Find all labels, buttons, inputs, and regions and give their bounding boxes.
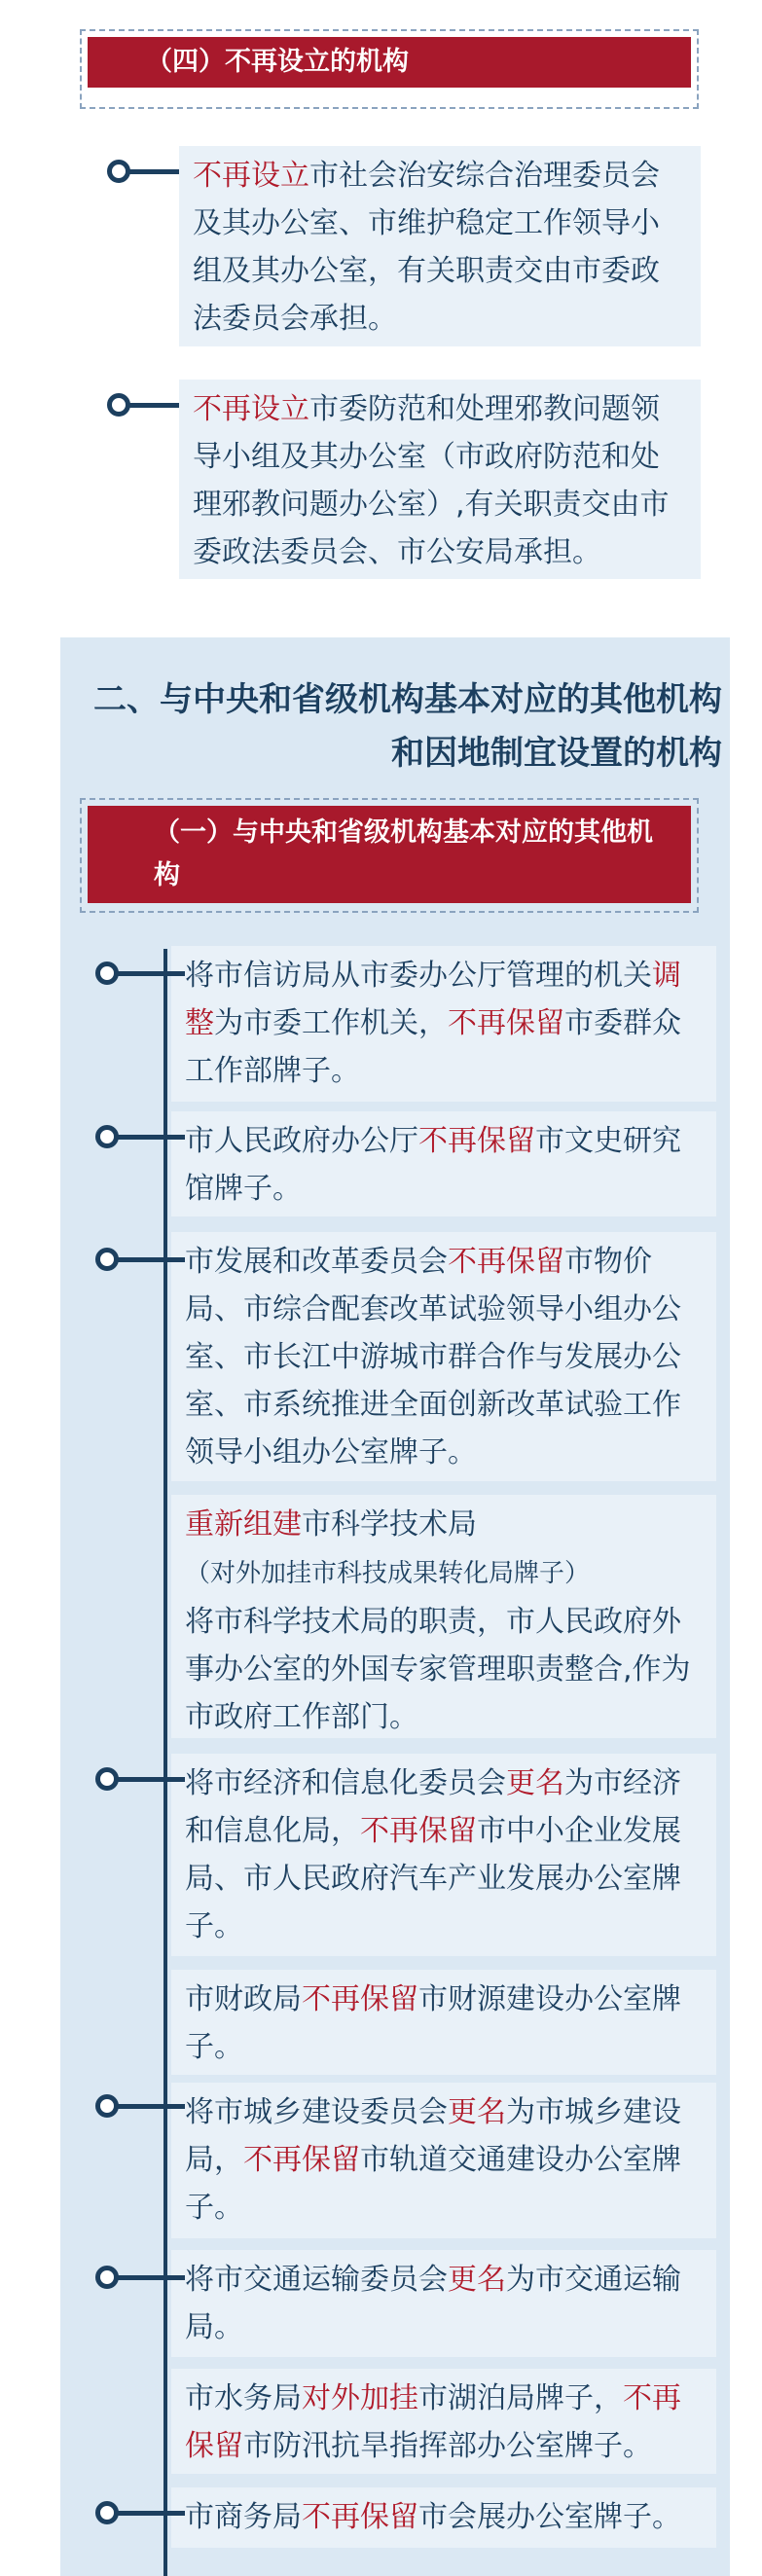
section-two-heading: 二、与中央和省级机构基本对应的其他机构和因地制宜设置的机构 — [93, 680, 722, 773]
bullet-connector — [117, 971, 185, 976]
bullet-marker — [95, 2266, 119, 2289]
highlight-text: 调整 — [185, 959, 681, 1040]
item-text: 市人民政府办公厅 — [185, 1124, 418, 1158]
bullet-marker — [107, 160, 130, 183]
list-item — [179, 380, 701, 579]
item-text: 市委防范和处理邪教问题领导小组及其办公室（市政府防范和处理邪教问题办公室）,有关职责交由市委政法委员会、市公安局承担。 — [193, 392, 670, 569]
bullet-connector — [117, 2104, 185, 2109]
item-text: 市科学技术局 — [302, 1507, 477, 1542]
item-text: 市社会治安综合治理委员会及其办公室、市维护稳定工作领导小组及其办公室，有关职责交由市委政法委员会承担。 — [193, 159, 660, 336]
item-text: 市防汛抗旱指挥部办公室牌子。 — [243, 2429, 652, 2463]
highlight-text: 不再保留 — [418, 1124, 535, 1158]
item-text: 市商务局 — [185, 2500, 302, 2534]
bullet-marker — [107, 393, 130, 417]
item-text: 市发展和改革委员会 — [185, 1245, 448, 1279]
bullet-connector — [117, 1135, 185, 1140]
item-text: 市财政局 — [185, 1982, 302, 2016]
highlight-text: 不再保留 — [185, 2381, 681, 2463]
item-text: 市湖泊局牌子， — [418, 2381, 623, 2415]
bullet-marker — [95, 2501, 119, 2524]
sub-section-title: （一）与中央和省级机构基本对应的其他机构 — [88, 806, 691, 903]
highlight-text: 不再保留 — [360, 1814, 477, 1848]
item-text: 将市信访局从市委办公厅管理的机关 — [185, 959, 652, 993]
highlight-text: 不再设立 — [193, 392, 309, 426]
sub-section-banner — [80, 798, 699, 913]
item-text: 市物价局、市综合配套改革试验领导小组办公室、市长江中游城市群合作与发展办公室、市系统推进全面创新改革试验工作领导小组办公室牌子。 — [185, 1245, 681, 1469]
item-text: 将市交通运输委员会 — [185, 2263, 448, 2297]
bullet-marker — [95, 1125, 119, 1148]
item-text: 市中小企业发展局、市人民政府汽车产业发展办公室牌子。 — [185, 1814, 681, 1943]
item-text: 为市委工作机关， — [214, 1006, 448, 1040]
list-item — [171, 1232, 716, 1481]
list-item — [171, 1111, 716, 1216]
highlight-text: 不再保留 — [448, 1245, 564, 1279]
item-text: 将市科学技术局的职责，市人民政府外事办公室的外国专家管理职责整合,作为市政府工作部门。 — [185, 1605, 691, 1734]
item-text: 市文史研究馆牌子。 — [185, 1124, 681, 1206]
item-text: 市会展办公室牌子。 — [418, 2500, 681, 2534]
item-text: 市委群众工作部牌子。 — [185, 1006, 681, 1088]
list-item — [171, 1495, 716, 1738]
highlight-text: 更名 — [448, 2263, 506, 2297]
highlight-text: 不再保留 — [302, 2500, 418, 2534]
bullet-connector — [128, 403, 179, 408]
item-text: 市水务局 — [185, 2381, 302, 2415]
highlight-text: 对外加挂 — [302, 2381, 418, 2415]
item-text: 市轨道交通建设办公室牌子。 — [185, 2143, 681, 2225]
list-item — [171, 2250, 716, 2357]
list-item — [171, 1754, 716, 1956]
item-text: 为市经济和信息化局， — [185, 1766, 681, 1848]
item-note: （对外加挂市科技成果转化局牌子） — [185, 1559, 591, 1588]
highlight-text: 更名 — [506, 1766, 564, 1800]
highlight-text: 不再保留 — [448, 1006, 564, 1040]
bullet-connector — [117, 2275, 185, 2280]
list-item — [171, 1970, 716, 2075]
bullet-marker — [95, 2094, 119, 2118]
list-item — [171, 2369, 716, 2474]
item-text: 将市城乡建设委员会 — [185, 2095, 448, 2129]
bullet-marker — [95, 1767, 119, 1791]
list-item — [171, 2487, 716, 2548]
list-item — [171, 946, 716, 1102]
bullet-connector — [117, 2511, 185, 2516]
item-text: 为市城乡建设局， — [185, 2095, 681, 2177]
highlight-text: 不再设立 — [193, 159, 309, 193]
timeline-line — [163, 949, 167, 2576]
list-item — [171, 2083, 716, 2238]
bullet-connector — [117, 1777, 185, 1782]
section-four-title: （四）不再设立的机构 — [88, 37, 691, 88]
highlight-text: 更名 — [448, 2095, 506, 2129]
bullet-connector — [128, 169, 179, 174]
highlight-text: 重新组建 — [185, 1507, 302, 1542]
bullet-marker — [95, 961, 119, 985]
item-text: 为市交通运输局。 — [185, 2263, 681, 2344]
item-text: 将市经济和信息化委员会 — [185, 1766, 506, 1800]
bullet-marker — [95, 1248, 119, 1271]
bullet-connector — [117, 1257, 185, 1262]
item-text: 市财源建设办公室牌子。 — [185, 1982, 681, 2064]
section-four-banner — [80, 29, 699, 109]
list-item — [179, 146, 701, 346]
highlight-text: 不再保留 — [243, 2143, 360, 2177]
highlight-text: 不再保留 — [302, 1982, 418, 2016]
